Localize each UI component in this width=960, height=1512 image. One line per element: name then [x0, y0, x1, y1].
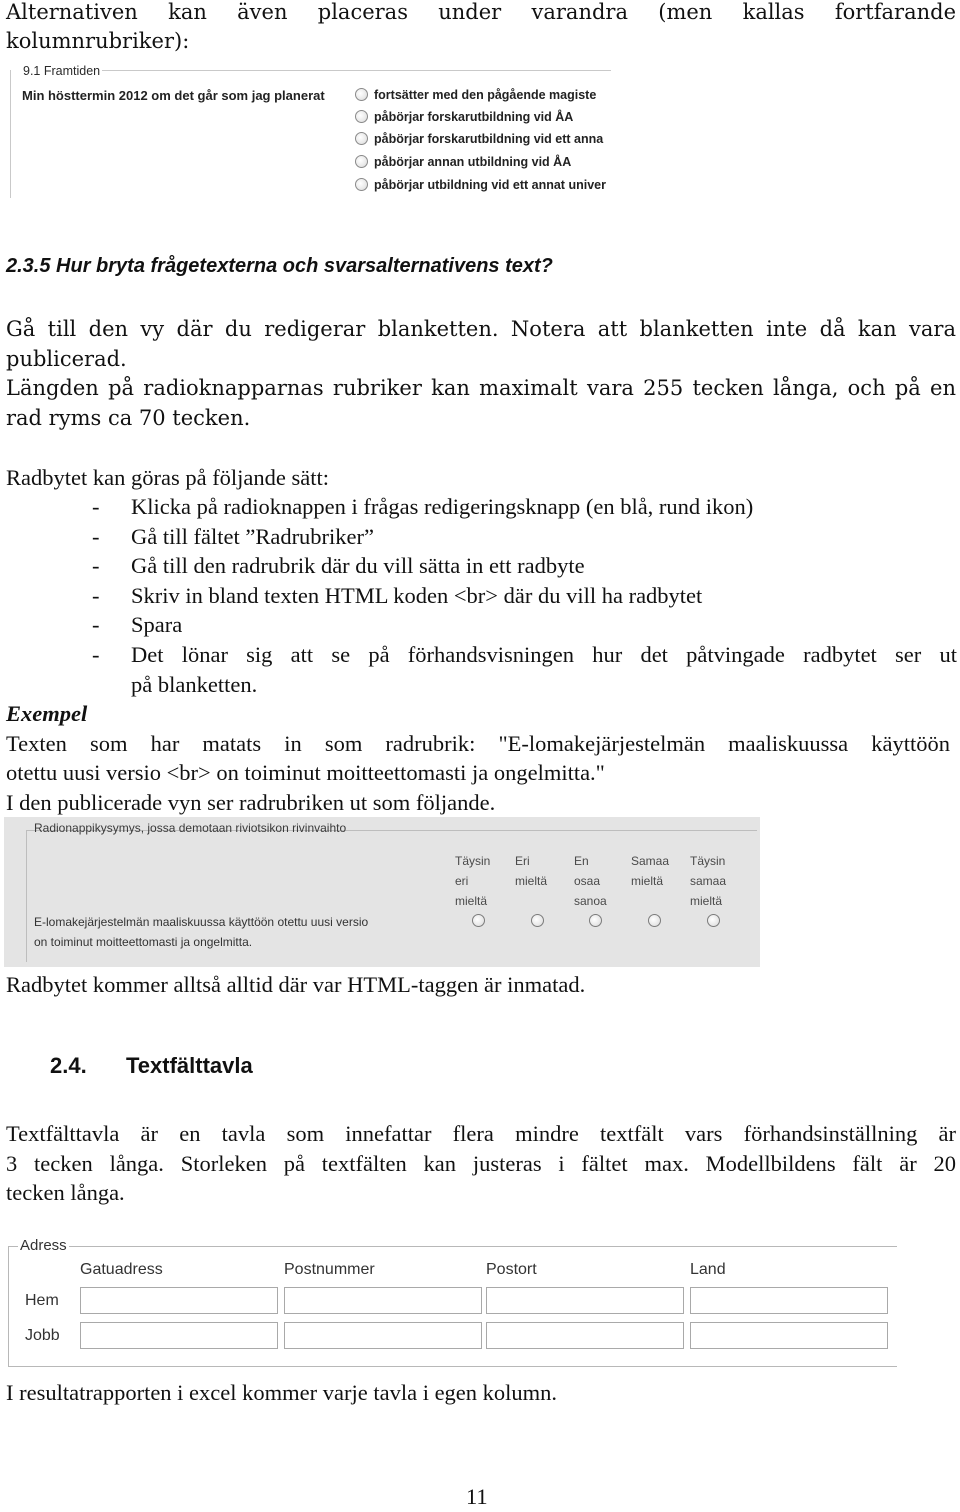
radio-button-icon[interactable]: [355, 132, 368, 145]
radio-button-icon[interactable]: [589, 914, 602, 927]
radio-button-icon[interactable]: [707, 914, 720, 927]
page-number: 11: [466, 1484, 488, 1509]
fieldset-legend: Radionappikysymys, jossa demotaan riviotsikon rivinvaihto: [34, 821, 347, 835]
column-header: Täysin eri mieltä: [455, 854, 491, 908]
row-label: Jobb: [25, 1327, 60, 1344]
bullet-dash: -: [92, 494, 100, 519]
address-text-field[interactable]: [486, 1287, 684, 1314]
screenshot-radio-matrix: [4, 817, 760, 967]
step-item: Klicka på radioknappen i frågas redigeringsknapp (en blå, rund ikon): [131, 494, 754, 519]
column-header: Postort: [486, 1261, 537, 1278]
section-heading-2-3-5: 2.3.5 Hur bryta frågetexterna och svarsalternativens text?: [6, 255, 553, 277]
radio-option[interactable]: påbörjar forskarutbildning vid ett anna: [355, 132, 603, 152]
paragraph-2-line-2: rad ryms ca 70 tecken.: [6, 406, 251, 430]
address-text-field[interactable]: [486, 1322, 684, 1349]
example-line-2: otettu uusi versio <br> on toiminut moitteettomasti ja ongelmitta.": [6, 760, 605, 785]
column-header: Land: [690, 1261, 726, 1278]
column-header: Eri mieltä: [515, 854, 548, 888]
bullet-dash: -: [92, 524, 100, 549]
after-example-text: Radbytet kommer alltså alltid där var HTML-taggen är inmatad.: [6, 972, 586, 997]
screenshot-address-textfield-table: [8, 1237, 900, 1369]
address-text-field[interactable]: [690, 1322, 888, 1349]
bullet-dash: -: [92, 583, 100, 608]
step-item: Spara: [131, 612, 183, 637]
column-header: Samaa mieltä: [631, 854, 670, 888]
intro-line-2: kolumnrubriker):: [6, 29, 190, 53]
address-text-field[interactable]: [284, 1287, 482, 1314]
radio-option[interactable]: påbörjar annan utbildning vid ÅA: [355, 155, 571, 175]
step-item-continued: på blanketten.: [131, 672, 258, 697]
step-item: Gå till fältet ”Radrubriker”: [131, 524, 375, 549]
matrix-row-label: E-lomakejärjestelmän maaliskuussa käyttöön otettu uusi versio on toiminut moitteettomasti ja ongelmitta.: [34, 915, 369, 949]
address-text-field[interactable]: [80, 1287, 278, 1314]
radio-button-icon[interactable]: [355, 88, 368, 101]
section-number: 2.4.: [50, 1053, 87, 1078]
steps-intro: Radbytet kan göras på följande sätt:: [6, 465, 330, 490]
step-item: Gå till den radrubrik där du vill sätta in ett radbyte: [131, 553, 585, 578]
example-line-1: Texten som har matats in som radrubrik: "E-lomakejärjestelmän maaliskuussa käyttöön: [6, 731, 950, 756]
fieldset-legend: 9.1 Framtiden: [23, 64, 101, 78]
step-item: Det lönar sig att se på förhandsvisningen hur det påtvingade radbytet ser ut: [131, 642, 957, 667]
paragraph-1-line-2: publicerad.: [6, 347, 127, 371]
address-text-field[interactable]: [80, 1322, 278, 1349]
radio-option[interactable]: fortsätter med den pågående magiste: [355, 88, 596, 108]
bullet-dash: -: [92, 642, 100, 667]
radio-button-icon[interactable]: [531, 914, 544, 927]
address-text-field[interactable]: [690, 1287, 888, 1314]
closing-text: I resultatrapporten i excel kommer varje tavla i egen kolumn.: [6, 1380, 558, 1405]
paragraph-1-line-1: Gå till den vy där du redigerar blanketten. Notera att blanketten inte då kan vara: [6, 317, 956, 341]
column-header: En osaa sanoa: [574, 854, 607, 908]
screenshot-radio-options-vertical: [10, 62, 615, 200]
radio-option[interactable]: påbörjar utbildning vid ett annat univer: [355, 178, 606, 198]
column-header: Postnummer: [284, 1261, 375, 1278]
intro-line-1: Alternativen kan även placeras under varandra (men kallas fortfarande: [6, 0, 956, 24]
column-header: Täysin samaa mieltä: [690, 854, 727, 908]
example-heading: Exempel: [6, 701, 88, 726]
example-line-3: I den publicerade vyn ser radrubriken ut som följande.: [6, 790, 496, 815]
step-item: Skriv in bland texten HTML koden <br> där du vill ha radbytet: [131, 583, 703, 608]
address-text-field[interactable]: [284, 1322, 482, 1349]
fieldset-legend: Adress: [20, 1237, 67, 1254]
textfield-table-para-line-3: tecken långa.: [6, 1180, 125, 1205]
radio-button-icon[interactable]: [355, 155, 368, 168]
bullet-dash: -: [92, 612, 100, 637]
radio-button-icon[interactable]: [472, 914, 485, 927]
bullet-dash: -: [92, 553, 100, 578]
section-title: Textfälttavla: [126, 1053, 253, 1078]
column-header: Gatuadress: [80, 1261, 163, 1278]
radio-option[interactable]: påbörjar forskarutbildning vid ÅA: [355, 110, 573, 130]
row-label: Hem: [25, 1292, 59, 1309]
textfield-table-para-line-2: 3 tecken långa. Storleken på textfälten kan justeras i fältet max. Modellbildens fält är 20: [6, 1151, 956, 1176]
radio-button-icon[interactable]: [355, 178, 368, 191]
paragraph-2-line-1: Längden på radioknapparnas rubriker kan maximalt vara 255 tecken långa, och på en: [6, 376, 956, 400]
radio-button-icon[interactable]: [355, 110, 368, 123]
question-label: Min hösttermin 2012 om det går som jag planerat: [22, 88, 325, 103]
textfield-table-para-line-1: Textfälttavla är en tavla som innefattar flera mindre textfält vars förhandsinställning är: [6, 1121, 956, 1146]
radio-button-icon[interactable]: [648, 914, 661, 927]
